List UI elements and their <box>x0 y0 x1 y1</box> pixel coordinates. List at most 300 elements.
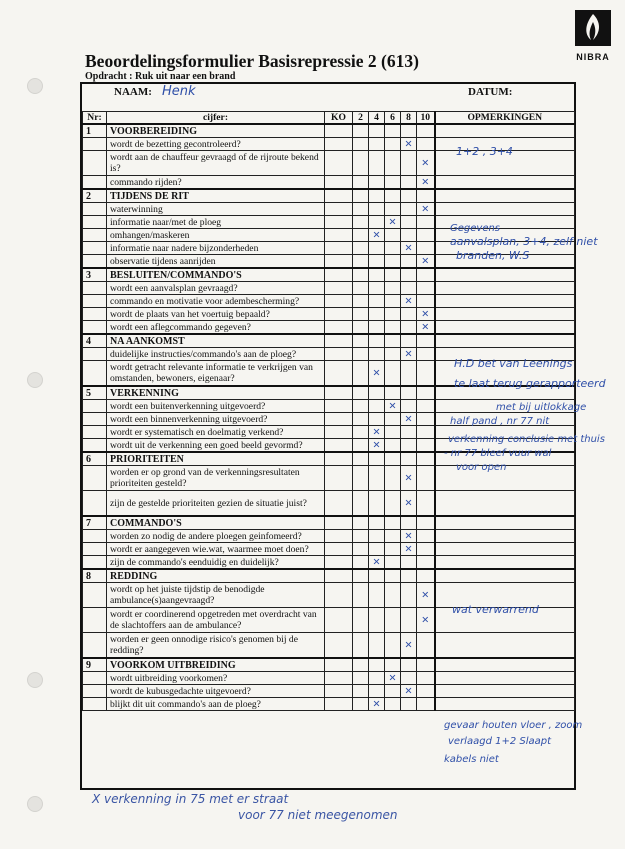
check-mark-icon: ✕ <box>404 639 413 651</box>
score-cell[interactable] <box>417 466 435 491</box>
score-cell[interactable] <box>353 203 369 216</box>
score-cell[interactable] <box>353 466 369 491</box>
score-cell[interactable] <box>401 413 417 426</box>
score-cell[interactable] <box>401 608 417 633</box>
score-cell[interactable] <box>401 543 417 556</box>
score-cell[interactable] <box>325 543 353 556</box>
score-cell[interactable] <box>417 400 435 413</box>
score-cell[interactable] <box>417 633 435 659</box>
score-cell[interactable] <box>325 491 353 517</box>
score-cell[interactable] <box>369 308 385 321</box>
score-cell[interactable] <box>417 413 435 426</box>
criterion-text: zijn de gestelde prioriteiten gezien de situatie juist? <box>107 491 325 517</box>
check-mark-icon: ✕ <box>421 589 430 601</box>
score-cell[interactable] <box>353 282 369 295</box>
section-row <box>83 124 575 138</box>
score-cell[interactable] <box>417 543 435 556</box>
score-cell[interactable] <box>401 530 417 543</box>
score-cell[interactable] <box>369 321 385 335</box>
remark-cell <box>435 672 575 685</box>
score-cell[interactable] <box>401 348 417 361</box>
score-cell[interactable] <box>385 491 401 517</box>
section-title: VERKENNING <box>107 386 325 400</box>
logo-text: NIBRA <box>576 52 610 62</box>
score-cell[interactable] <box>401 361 417 387</box>
score-cell[interactable] <box>369 608 385 633</box>
score-cell[interactable] <box>385 426 401 439</box>
score-cell[interactable] <box>353 255 369 269</box>
score-cell[interactable] <box>417 242 435 255</box>
score-cell[interactable] <box>325 608 353 633</box>
criterion-row <box>83 203 575 216</box>
criterion-text: observatie tijdens aanrijden <box>107 255 325 269</box>
remark-cell <box>435 530 575 543</box>
score-cell[interactable] <box>369 255 385 269</box>
remark-cell <box>435 176 575 190</box>
score-cell[interactable] <box>369 543 385 556</box>
score-cell[interactable] <box>353 138 369 151</box>
score-cell[interactable] <box>385 282 401 295</box>
score-cell[interactable] <box>325 530 353 543</box>
score-cell[interactable] <box>401 255 417 269</box>
score-cell[interactable] <box>369 348 385 361</box>
section-nr: 4 <box>83 334 107 348</box>
section-row <box>83 658 575 672</box>
col-opmerkingen: OPMERKINGEN <box>435 112 575 125</box>
score-cell[interactable] <box>325 203 353 216</box>
check-mark-icon: ✕ <box>404 685 413 697</box>
score-cell[interactable] <box>417 138 435 151</box>
score-cell[interactable] <box>401 491 417 517</box>
score-cell[interactable] <box>385 530 401 543</box>
score-cell[interactable] <box>401 242 417 255</box>
score-cell[interactable] <box>385 216 401 229</box>
remark: gevaar houten vloer , zoom <box>444 720 583 731</box>
form-title: Beoordelingsformulier Basisrepressie 2 (613) <box>85 51 419 71</box>
score-cell[interactable] <box>385 685 401 698</box>
score-cell[interactable] <box>369 176 385 190</box>
score-cell[interactable] <box>369 556 385 570</box>
remark: H.D bet van Leenings <box>454 357 573 370</box>
remark: aanvalsplan, 3+4, zelf niet <box>450 235 598 248</box>
score-cell[interactable] <box>417 491 435 517</box>
nibra-logo <box>570 10 616 66</box>
score-cell[interactable] <box>325 556 353 570</box>
section-row <box>83 268 575 282</box>
score-cell[interactable] <box>417 282 435 295</box>
score-cell[interactable] <box>353 633 369 659</box>
score-cell[interactable] <box>369 583 385 608</box>
score-cell[interactable] <box>369 491 385 517</box>
check-mark-icon: ✕ <box>372 229 381 241</box>
score-cell[interactable] <box>385 361 401 387</box>
remark-cell <box>435 321 575 335</box>
score-cell[interactable] <box>401 439 417 453</box>
score-cell[interactable] <box>417 203 435 216</box>
score-cell[interactable] <box>325 216 353 229</box>
criterion-text: omhangen/maskeren <box>107 229 325 242</box>
check-mark-icon: ✕ <box>404 497 413 509</box>
score-cell[interactable] <box>417 426 435 439</box>
punch-hole <box>27 796 43 812</box>
score-cell[interactable] <box>325 698 353 711</box>
score-cell[interactable] <box>353 216 369 229</box>
remark-cell <box>435 491 575 517</box>
score-cell[interactable] <box>401 295 417 308</box>
score-cell[interactable] <box>385 556 401 570</box>
score-cell[interactable] <box>417 216 435 229</box>
check-mark-icon: ✕ <box>404 138 413 150</box>
score-cell[interactable] <box>401 282 417 295</box>
score-cell[interactable] <box>401 151 417 176</box>
score-cell[interactable] <box>401 176 417 190</box>
section-row <box>83 516 575 530</box>
score-cell[interactable] <box>385 672 401 685</box>
score-cell[interactable] <box>325 361 353 387</box>
score-cell[interactable] <box>417 229 435 242</box>
check-mark-icon: ✕ <box>421 176 430 188</box>
score-cell[interactable] <box>417 556 435 570</box>
score-cell[interactable] <box>385 203 401 216</box>
check-mark-icon: ✕ <box>372 556 381 568</box>
score-cell[interactable] <box>325 413 353 426</box>
score-cell[interactable] <box>325 229 353 242</box>
datum-label: DATUM: <box>468 86 513 98</box>
criterion-text: wordt op het juiste tijdstip de benodigde ambulance(s)aangevraagd? <box>107 583 325 608</box>
score-cell[interactable] <box>385 633 401 659</box>
score-cell[interactable] <box>353 426 369 439</box>
score-cell[interactable] <box>401 321 417 335</box>
criterion-row <box>83 530 575 543</box>
score-cell[interactable] <box>385 242 401 255</box>
score-cell[interactable] <box>325 426 353 439</box>
col-10: 10 <box>417 112 435 125</box>
criterion-row <box>83 308 575 321</box>
score-cell[interactable] <box>401 203 417 216</box>
section-title: BESLUITEN/COMMANDO'S <box>107 268 325 282</box>
score-cell[interactable] <box>385 308 401 321</box>
check-mark-icon: ✕ <box>421 614 430 626</box>
criterion-row <box>83 698 575 711</box>
score-cell[interactable] <box>325 138 353 151</box>
section-row <box>83 334 575 348</box>
score-cell[interactable] <box>353 242 369 255</box>
score-cell[interactable] <box>369 633 385 659</box>
remark-cell <box>435 543 575 556</box>
remark: half pand , nr 77 nit <box>450 416 550 427</box>
remark-cell <box>435 633 575 659</box>
score-cell[interactable] <box>417 348 435 361</box>
score-cell[interactable] <box>325 633 353 659</box>
section-title: VOORKOM UITBREIDING <box>107 658 325 672</box>
score-cell[interactable] <box>353 530 369 543</box>
criterion-row <box>83 672 575 685</box>
score-cell[interactable] <box>385 413 401 426</box>
check-mark-icon: ✕ <box>421 203 430 215</box>
score-cell[interactable] <box>401 400 417 413</box>
remark-cell <box>435 282 575 295</box>
score-cell[interactable] <box>325 242 353 255</box>
score-cell[interactable] <box>385 698 401 711</box>
score-cell[interactable] <box>325 321 353 335</box>
score-cell[interactable] <box>353 672 369 685</box>
criterion-text: wordt een aflegcommando gegeven? <box>107 321 325 335</box>
score-cell[interactable] <box>325 282 353 295</box>
criterion-text: wordt de bezetting gecontroleerd? <box>107 138 325 151</box>
check-mark-icon: ✕ <box>388 400 397 412</box>
score-cell[interactable] <box>353 556 369 570</box>
assessment-form <box>80 82 606 790</box>
score-cell[interactable] <box>353 543 369 556</box>
score-cell[interactable] <box>385 608 401 633</box>
score-cell[interactable] <box>325 255 353 269</box>
score-cell[interactable] <box>401 633 417 659</box>
punch-hole <box>27 372 43 388</box>
criterion-row <box>83 282 575 295</box>
score-cell[interactable] <box>353 348 369 361</box>
score-cell[interactable] <box>369 400 385 413</box>
check-mark-icon: ✕ <box>404 295 413 307</box>
criterion-text: worden er op grond van de verkenningsresultaten prioriteiten gesteld? <box>107 466 325 491</box>
score-cell[interactable] <box>369 530 385 543</box>
criterion-text: duidelijke instructies/commando's aan de ploeg? <box>107 348 325 361</box>
score-cell[interactable] <box>401 216 417 229</box>
score-cell[interactable] <box>385 543 401 556</box>
score-cell[interactable] <box>353 685 369 698</box>
remark: 1+2 , 3+4 <box>456 145 513 158</box>
score-cell[interactable] <box>385 439 401 453</box>
score-cell[interactable] <box>417 608 435 633</box>
score-cell[interactable] <box>401 229 417 242</box>
remark-cell <box>435 556 575 570</box>
section-title: COMMANDO'S <box>107 516 325 530</box>
score-cell[interactable] <box>385 466 401 491</box>
score-cell[interactable] <box>417 295 435 308</box>
score-cell[interactable] <box>369 698 385 711</box>
score-cell[interactable] <box>369 151 385 176</box>
criterion-row <box>83 543 575 556</box>
check-mark-icon: ✕ <box>372 367 381 379</box>
score-cell[interactable] <box>401 466 417 491</box>
score-cell[interactable] <box>353 295 369 308</box>
remark: - nr 77 bleef vuur wal <box>444 448 552 459</box>
section-title: VOORBEREIDING <box>107 124 325 138</box>
score-cell[interactable] <box>369 282 385 295</box>
score-cell[interactable] <box>353 308 369 321</box>
remark: kabels niet <box>444 754 499 765</box>
score-cell[interactable] <box>353 698 369 711</box>
score-cell[interactable] <box>385 348 401 361</box>
score-cell[interactable] <box>401 308 417 321</box>
score-cell[interactable] <box>417 151 435 176</box>
score-cell[interactable] <box>353 176 369 190</box>
score-cell[interactable] <box>385 295 401 308</box>
check-mark-icon: ✕ <box>421 255 430 267</box>
score-cell[interactable] <box>353 321 369 335</box>
section-nr: 2 <box>83 189 107 203</box>
criterion-text: informatie naar/met de ploeg <box>107 216 325 229</box>
score-cell[interactable] <box>417 176 435 190</box>
score-cell[interactable] <box>325 295 353 308</box>
score-cell[interactable] <box>353 413 369 426</box>
col-ko: KO <box>325 112 353 125</box>
col-4: 4 <box>369 112 385 125</box>
remark-cell <box>435 698 575 711</box>
score-cell[interactable] <box>401 698 417 711</box>
remark: verkenning conclusie met thuis <box>448 434 605 445</box>
remark: te laat terug gerapporteerd <box>454 377 606 390</box>
score-cell[interactable] <box>325 176 353 190</box>
check-mark-icon: ✕ <box>404 242 413 254</box>
remark-cell <box>435 685 575 698</box>
check-mark-icon: ✕ <box>372 439 381 451</box>
criterion-text: wordt er aangegeven wie.wat, waarmee moet doen? <box>107 543 325 556</box>
criterion-text: wordt uit de verkenning een goed beeld gevormd? <box>107 439 325 453</box>
score-cell[interactable] <box>369 466 385 491</box>
score-cell[interactable] <box>325 151 353 176</box>
score-cell[interactable] <box>401 426 417 439</box>
section-title: PRIORITEITEN <box>107 452 325 466</box>
section-row <box>83 569 575 583</box>
score-cell[interactable] <box>369 203 385 216</box>
check-mark-icon: ✕ <box>404 530 413 542</box>
punch-hole <box>27 78 43 94</box>
score-cell[interactable] <box>325 466 353 491</box>
score-cell[interactable] <box>369 242 385 255</box>
score-cell[interactable] <box>369 229 385 242</box>
score-cell[interactable] <box>385 583 401 608</box>
score-cell[interactable] <box>353 608 369 633</box>
criterion-row <box>83 491 575 517</box>
criterion-text: wordt getracht relevante informatie te verkrijgen van omstanden, bewoners, eigenaar? <box>107 361 325 387</box>
score-cell[interactable] <box>417 672 435 685</box>
score-cell[interactable] <box>417 685 435 698</box>
criterion-text: wordt de kubusgedachte uitgevoerd? <box>107 685 325 698</box>
score-cell[interactable] <box>369 295 385 308</box>
score-cell[interactable] <box>325 348 353 361</box>
score-cell[interactable] <box>369 361 385 387</box>
score-cell[interactable] <box>385 321 401 335</box>
section-row <box>83 189 575 203</box>
score-cell[interactable] <box>385 229 401 242</box>
score-cell[interactable] <box>401 556 417 570</box>
criterion-text: wordt een binnenverkenning uitgevoerd? <box>107 413 325 426</box>
score-cell[interactable] <box>417 361 435 387</box>
score-cell[interactable] <box>417 308 435 321</box>
section-nr: 3 <box>83 268 107 282</box>
check-mark-icon: ✕ <box>404 472 413 484</box>
score-cell[interactable] <box>385 138 401 151</box>
section-nr: 5 <box>83 386 107 400</box>
score-cell[interactable] <box>353 583 369 608</box>
score-cell[interactable] <box>353 229 369 242</box>
score-cell[interactable] <box>353 151 369 176</box>
score-cell[interactable] <box>325 685 353 698</box>
footer-note: X verkenning in 75 met er straat <box>92 792 289 806</box>
section-title: TIJDENS DE RIT <box>107 189 325 203</box>
criterion-text: commando rijden? <box>107 176 325 190</box>
naam-label: NAAM: <box>114 86 152 98</box>
criterion-row <box>83 176 575 190</box>
remark-cell <box>435 308 575 321</box>
section-nr: 6 <box>83 452 107 466</box>
criterion-text: wordt er coordinerend opgetreden met overdracht van de slachtoffers aan de ambulance? <box>107 608 325 633</box>
score-cell[interactable] <box>369 685 385 698</box>
remark: verlaagd 1+2 Slaapt <box>448 736 552 747</box>
score-cell[interactable] <box>325 439 353 453</box>
score-cell[interactable] <box>353 439 369 453</box>
score-cell[interactable] <box>401 583 417 608</box>
criterion-text: commando en motivatie voor adembescherming? <box>107 295 325 308</box>
check-mark-icon: ✕ <box>421 157 430 169</box>
check-mark-icon: ✕ <box>404 543 413 555</box>
section-nr: 9 <box>83 658 107 672</box>
footer-note: voor 77 niet meegenomen <box>238 808 398 822</box>
check-mark-icon: ✕ <box>372 698 381 710</box>
score-cell[interactable] <box>385 400 401 413</box>
criterion-text: wordt er systematisch en doelmatig verkend? <box>107 426 325 439</box>
check-mark-icon: ✕ <box>372 426 381 438</box>
score-cell[interactable] <box>325 672 353 685</box>
score-cell[interactable] <box>369 138 385 151</box>
score-cell[interactable] <box>369 426 385 439</box>
score-cell[interactable] <box>369 413 385 426</box>
score-cell[interactable] <box>417 321 435 335</box>
score-cell[interactable] <box>417 698 435 711</box>
score-cell[interactable] <box>401 672 417 685</box>
criterion-row <box>83 685 575 698</box>
score-cell[interactable] <box>325 583 353 608</box>
check-mark-icon: ✕ <box>421 308 430 320</box>
remark: wat verwarrend <box>452 603 539 616</box>
check-mark-icon: ✕ <box>404 413 413 425</box>
score-cell[interactable] <box>353 361 369 387</box>
col-nr: Nr: <box>83 112 107 125</box>
score-cell[interactable] <box>385 176 401 190</box>
score-cell[interactable] <box>369 216 385 229</box>
criterion-text: wordt aan de chauffeur gevraagd of de rijroute bekend is? <box>107 151 325 176</box>
remark: branden, W.S <box>456 249 530 262</box>
remark: voor open <box>456 462 507 473</box>
score-cell[interactable] <box>401 685 417 698</box>
score-cell[interactable] <box>417 583 435 608</box>
score-cell[interactable] <box>353 400 369 413</box>
check-mark-icon: ✕ <box>421 321 430 333</box>
remark: Gegevens <box>450 223 501 234</box>
score-cell[interactable] <box>417 530 435 543</box>
score-cell[interactable] <box>369 439 385 453</box>
score-cell[interactable] <box>325 400 353 413</box>
score-cell[interactable] <box>369 672 385 685</box>
criterion-text: worden zo nodig de andere ploegen geinfomeerd? <box>107 530 325 543</box>
score-cell[interactable] <box>417 255 435 269</box>
section-title: REDDING <box>107 569 325 583</box>
criterion-text: wordt de plaats van het voertuig bepaald? <box>107 308 325 321</box>
punch-hole <box>27 672 43 688</box>
col-8: 8 <box>401 112 417 125</box>
score-cell[interactable] <box>385 151 401 176</box>
score-cell[interactable] <box>325 308 353 321</box>
section-nr: 1 <box>83 124 107 138</box>
remark-cell <box>435 295 575 308</box>
criterion-text: worden er geen onnodige risico's genomen bij de redding? <box>107 633 325 659</box>
score-cell[interactable] <box>417 439 435 453</box>
score-cell[interactable] <box>401 138 417 151</box>
score-cell[interactable] <box>385 255 401 269</box>
criterion-row <box>83 321 575 335</box>
check-mark-icon: ✕ <box>388 672 397 684</box>
score-cell[interactable] <box>353 491 369 517</box>
